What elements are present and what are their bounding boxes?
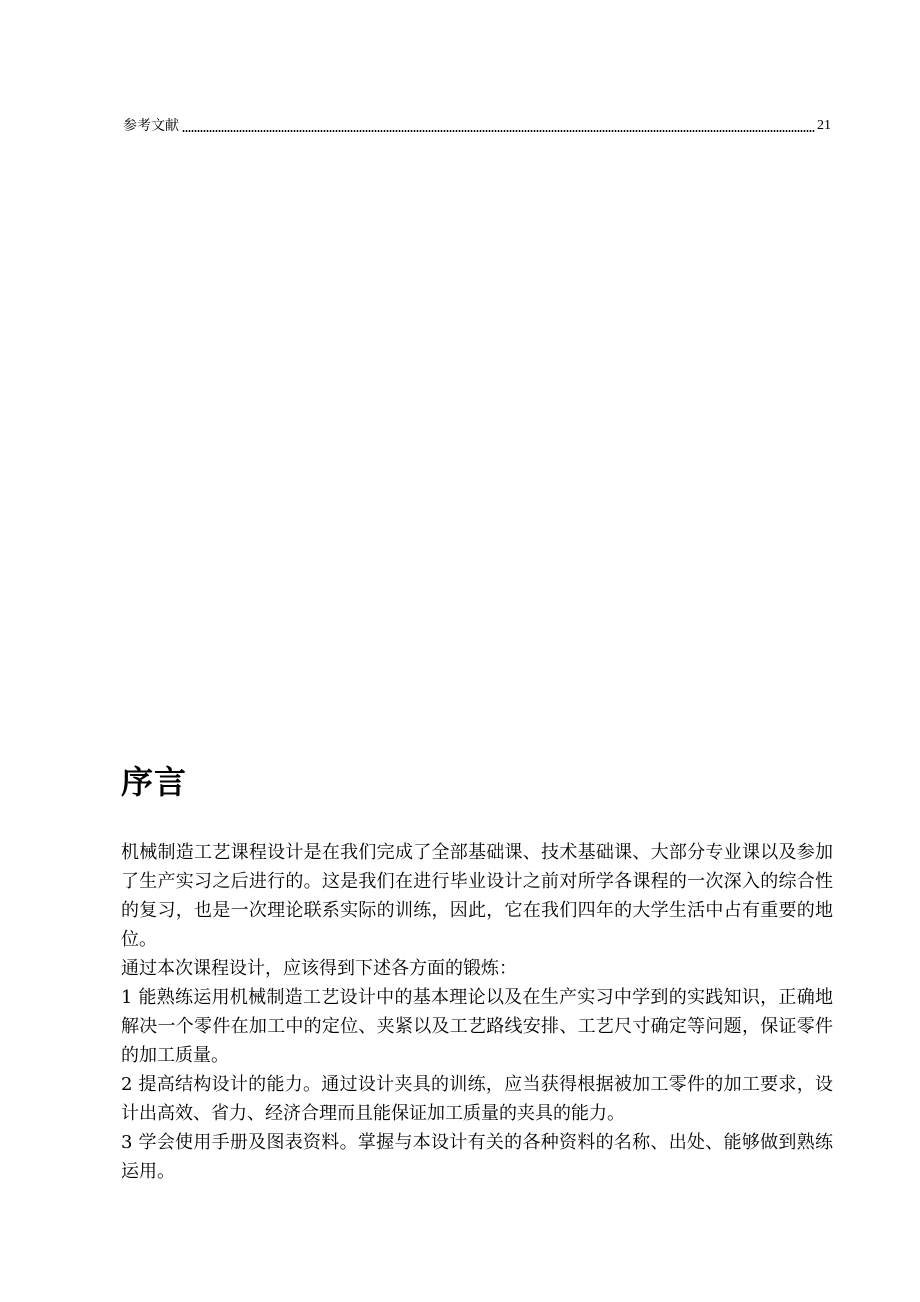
toc-entry-page-number: 21 (817, 118, 831, 133)
section-title: 序言 (121, 763, 188, 801)
paragraph-goal-3: 3 学会使用手册及图表资料。掌握与本设计有关的各种资料的名称、出处、能够做到熟练运用。 (121, 1132, 833, 1182)
toc-entry-references (123, 114, 831, 136)
paragraph-goals-lead: 通过本次课程设计，应该得到下述各方面的锻炼： (121, 958, 517, 979)
paragraph-intro: 机械制造工艺课程设计是在我们完成了全部基础课、技术基础课、大部分专业课以及参加了生产实习之后进行的。这是我们在进行毕业设计之前对所学各课程的一次深入的综合性的复习，也是一次理论联系实际的训练，因此，它在我们四年的大学生活中占有重要的地位。 (121, 842, 833, 950)
section-body (121, 838, 833, 1186)
toc-dot-leader (182, 130, 815, 132)
toc-entry-label: 参考文献 (123, 118, 179, 134)
paragraph-goal-2: 2 提高结构设计的能力。通过设计夹具的训练，应当获得根据被加工零件的加工要求，设计出高效、省力、经济合理而且能保证加工质量的夹具的能力。 (121, 1074, 833, 1124)
paragraph-goal-1: 1 能熟练运用机械制造工艺设计中的基本理论以及在生产实习中学到的实践知识，正确地解决一个零件在加工中的定位、夹紧以及工艺路线安排、工艺尺寸确定等问题，保证零件的加工质量。 (121, 987, 833, 1066)
